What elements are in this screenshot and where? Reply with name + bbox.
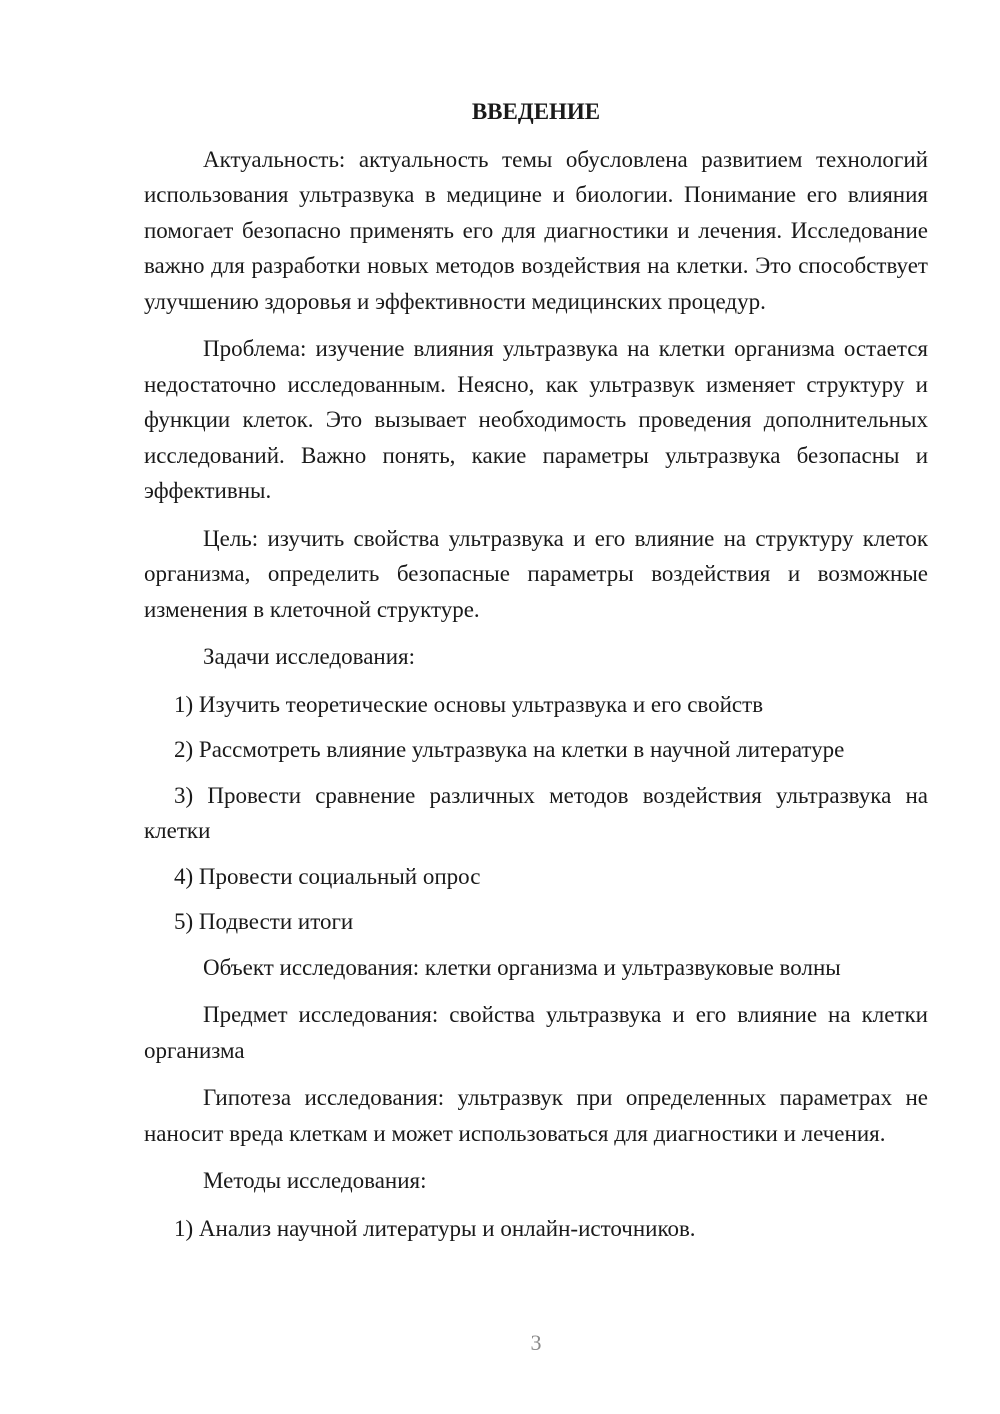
- method-item-1: 1) Анализ научной литературы и онлайн-источников.: [174, 1215, 696, 1241]
- task-item-2: 2) Рассмотреть влияние ультразвука на клетки в научной литературе: [174, 737, 845, 762]
- page-number: 3: [530, 1330, 542, 1355]
- page-content: [144, 94, 928, 1256]
- task-item-1: 1) Изучить теоретические основы ультразвука и его свойств: [174, 691, 764, 717]
- task-item-3: 3) Провести сравнение различных методов воздействия ультразвука на клетки: [144, 782, 928, 843]
- paragraph-hypothesis: Гипотеза исследования: ультразвук при определенных параметрах не наносит вреда клеткам и может использоваться для диагностики и лечения.: [144, 1085, 928, 1146]
- paragraph-relevance: Актуальность: актуальность темы обусловлена развитием технологий использования ультразвука в медицине и биологии. Понимание его влияния помогает безопасно применять его для диагностики и лечения. Исследование важно для разработки новых методов воздействия на клетки. Это способствует улучшению здоровья и эффективности медицинских процедур.: [144, 146, 928, 314]
- paragraph-subject: Предмет исследования: свойства ультразвука и его влияние на клетки организма: [144, 1002, 928, 1063]
- paragraph-object: Объект исследования: клетки организма и ультразвуковые волны: [203, 954, 841, 980]
- methods-heading: Методы исследования:: [203, 1168, 427, 1193]
- task-item-5: 5) Подвести итоги: [174, 909, 354, 934]
- task-item-4: 4) Провести социальный опрос: [174, 863, 481, 889]
- section-title: ВВЕДЕНИЕ: [471, 99, 601, 124]
- paragraph-goal: Цель: изучить свойства ультразвука и его влияние на структуру клеток организма, определить безопасные параметры воздействия и возможные изменения в клеточной структуре.: [144, 525, 928, 622]
- tasks-heading: Задачи исследования:: [203, 644, 416, 669]
- paragraph-problem: Проблема: изучение влияния ультразвука на клетки организма остается недостаточно исследованным. Неясно, как ультразвук изменяет структуру и функции клеток. Это вызывает необходимость проведения дополнительных исследований. Важно понять, какие параметры ультразвука безопасны и эффективны.: [144, 336, 928, 503]
